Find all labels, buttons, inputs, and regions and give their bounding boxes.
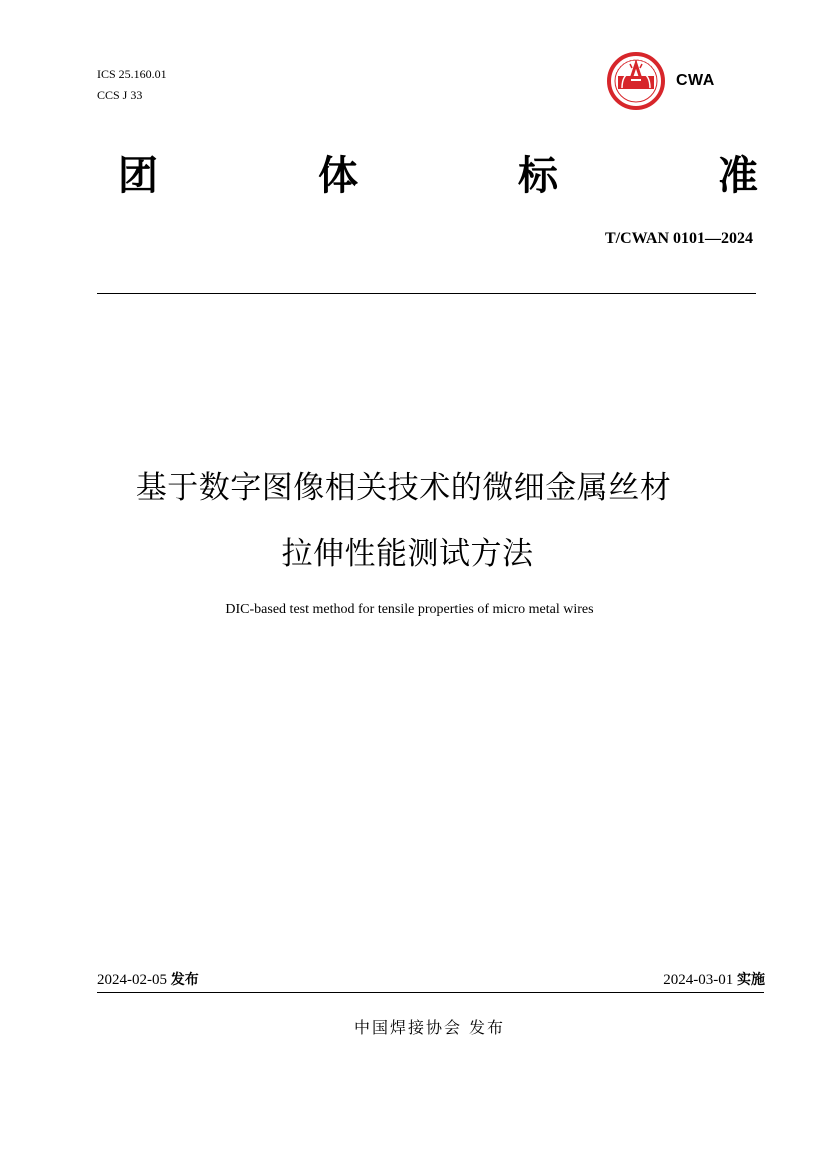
doc-type-char: 准	[718, 152, 758, 199]
implement-date	[663, 969, 765, 989]
top-divider	[97, 293, 756, 294]
implement-date-value: 2024-03-01	[663, 972, 734, 988]
cwa-logo	[606, 50, 726, 112]
bottom-divider	[97, 992, 764, 993]
title-zh-line1-text: 基于数字图像相关技术的微细金属丝材	[135, 470, 672, 506]
document-type-heading	[118, 146, 758, 198]
doc-type-char: 体	[318, 152, 358, 199]
doc-type-char: 标	[518, 152, 558, 199]
classification-codes	[97, 64, 167, 106]
publish-date-value: 2024-02-05	[97, 972, 167, 988]
standard-number: T/CWAN 0101—2024	[604, 230, 753, 247]
doc-type-char: 团	[118, 152, 158, 199]
publisher	[0, 1015, 815, 1038]
ics-code: ICS 25.160.01	[97, 67, 167, 81]
title-zh-line1	[0, 462, 815, 507]
title-en-text: DIC-based test method for tensile properties of micro metal wires	[225, 602, 594, 617]
publish-label: 发布	[170, 972, 199, 988]
logo-text: CWA	[676, 72, 715, 89]
welding-association-seal-icon	[606, 50, 672, 112]
ccs-code: CCS J 33	[97, 88, 143, 102]
title-en	[0, 602, 815, 618]
publish-date	[97, 969, 199, 989]
implement-label: 实施	[737, 972, 765, 988]
title-zh-line2: 拉伸性能测试方法	[281, 536, 534, 572]
publisher-text: 中国焊接协会 发布	[353, 1018, 506, 1037]
